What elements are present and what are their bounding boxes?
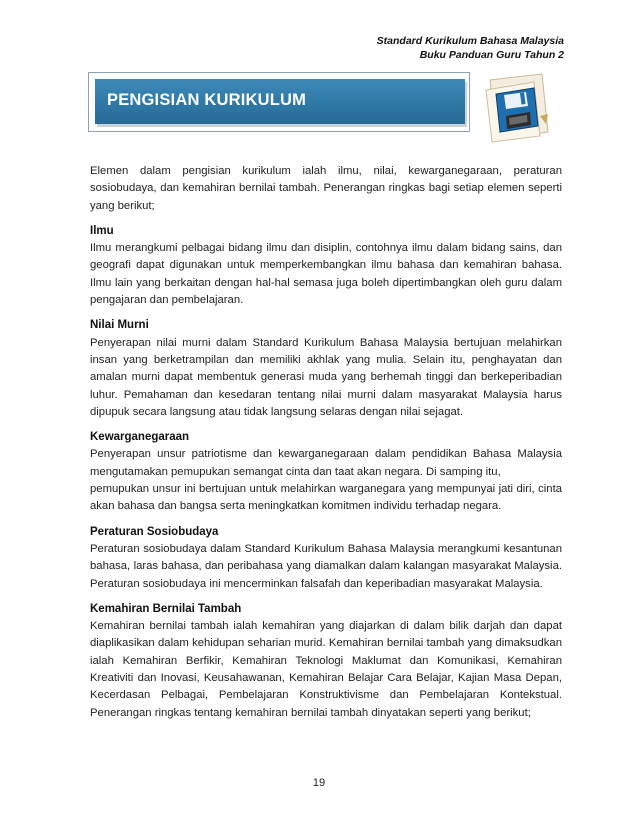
section-heading: Kewarganegaraan xyxy=(90,431,190,444)
body-content xyxy=(90,163,562,722)
section-heading: Kemahiran Bernilai Tambah xyxy=(90,602,242,615)
section-paragraph: pemupukan unsur ini bertujuan untuk melahirkan warganegara yang mempunyai jati diri, cinta akan bahasa dan bangsa serta meningkatkan komitmen individu terhadap negara. xyxy=(90,483,562,513)
section-paragraph: Penyerapan nilai murni dalam Standard Kurikulum Bahasa Malaysia bertujuan melahirkan insan yang berketrampilan dan memiliki akhlak yang mulia. Selain itu, penghayatan dan amalan murni dapat membentuk generasi muda yang berhemah tinggi dan berkeperibadian luhur. Pemahaman dan kesedaran tentang nilai murni dalam masyarakat Malaysia harus dipupuk secara langsung atau tidak langsung selaras dengan nilai sejagat. xyxy=(90,336,562,418)
floppy-disk-icon xyxy=(482,70,554,144)
section-paragraph: Peraturan sosiobudaya dalam Standard Kurikulum Bahasa Malaysia merangkumi kesantunan bahasa, laras bahasa, dan peribahasa yang diamalkan dalam kalangan masyarakat Malaysia. Peraturan sosiobudaya ini mencerminkan falsafah dan keperibadian masyarakat Malaysia. xyxy=(90,542,562,590)
running-header xyxy=(377,35,564,62)
section-kemahiran-bernilai-tambah xyxy=(90,601,562,722)
page-number: 19 xyxy=(312,777,326,789)
section-paragraph: Penyerapan unsur patriotisme dan kewarganegaraan dalam pendidikan Bahasa Malaysia mengutamakan pemupukan semangat cinta dan taat akan negara. Di samping itu, xyxy=(90,448,562,478)
banner-title: PENGISIAN KURIKULUM xyxy=(107,91,307,109)
header-subtitle: Buku Panduan Guru Tahun 2 xyxy=(419,48,564,61)
section-banner xyxy=(95,79,465,124)
section-kewarganegaraan xyxy=(90,429,562,515)
section-ilmu xyxy=(90,223,562,309)
section-paragraph: Kemahiran bernilai tambah ialah kemahiran yang diajarkan di dalam bilik darjah dan dapat diaplikasikan dalam kehidupan seharian murid. Kemahiran bernilai tambah yang dimaksudkan ialah Kemahiran Berfikir, Kemahiran Teknologi Maklumat dan Komunikasi, Kemahiran Kreativiti dan Inovasi, Keusahawanan, Kemahiran Belajar Cara Belajar, Kajian Masa Depan, Kecerdasan Pelbagai, Pembelajaran Konstruktivisme dan Pembelajaran Kontekstual. Penerangan ringkas tentang kemahiran bernilai tambah dinyatakan seperti yang berikut; xyxy=(90,620,562,719)
section-heading: Nilai Murni xyxy=(90,319,149,332)
section-peraturan-sosiobudaya xyxy=(90,524,562,593)
section-heading: Peraturan Sosiobudaya xyxy=(90,525,219,538)
section-paragraph: Ilmu merangkumi pelbagai bidang ilmu dan disiplin, contohnya ilmu dalam bidang sains, dan geografi dapat digunakan untuk memperkembangkan ilmu bahasa dan kemahiran bahasa. Ilmu lain yang berkaitan dengan hal-hal semasa juga boleh dipertimbangkan oleh guru dalam pengajaran dan pembelajaran. xyxy=(90,242,562,307)
section-heading: Ilmu xyxy=(90,224,114,237)
intro-paragraph: Elemen dalam pengisian kurikulum ialah ilmu, nilai, kewarganegaraan, peraturan sosiobudaya, dan kemahiran bernilai tambah. Penerangan ringkas bagi setiap elemen seperti yang berikut; xyxy=(90,165,562,212)
section-nilai-murni xyxy=(90,317,562,421)
header-title: Standard Kurikulum Bahasa Malaysia xyxy=(376,35,564,47)
